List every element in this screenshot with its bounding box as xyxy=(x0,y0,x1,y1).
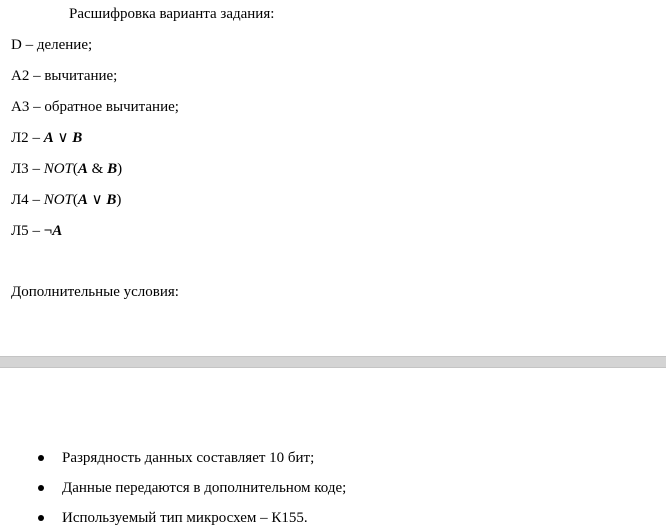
condition-text: Используемый тип микросхем – К155. xyxy=(62,510,308,526)
logic-item-l2 xyxy=(11,129,82,147)
decoding-code: А2 xyxy=(11,68,30,84)
operand-b: B xyxy=(72,130,83,146)
bullet-icon xyxy=(38,485,44,491)
open-paren: ( xyxy=(72,161,78,177)
operand-a: A xyxy=(52,223,63,239)
page-break xyxy=(0,356,666,368)
operand-b: B xyxy=(106,192,117,208)
decoding-text: обратное вычитание; xyxy=(44,99,179,115)
operand-a: A xyxy=(77,161,88,177)
logic-dash: – xyxy=(28,161,44,177)
open-paren: ( xyxy=(72,192,78,208)
logic-dash: – xyxy=(28,192,44,208)
decoding-dash: – xyxy=(29,99,45,115)
close-paren: ) xyxy=(116,192,122,208)
negation-operator: ¬ xyxy=(43,223,53,239)
decoding-item-a3 xyxy=(11,98,179,116)
logic-code: Л4 xyxy=(11,192,29,208)
condition-text: Данные передаются в дополнительном коде; xyxy=(62,480,347,496)
logic-dash: – xyxy=(28,223,44,239)
decoding-item-a2 xyxy=(11,67,117,85)
decoding-code: А3 xyxy=(11,99,30,115)
bullet-icon xyxy=(38,455,44,461)
document-page-2 xyxy=(0,368,666,531)
operand-a: A xyxy=(77,192,88,208)
logic-item-l3 xyxy=(11,160,122,178)
operand-b: B xyxy=(107,161,118,177)
close-paren: ) xyxy=(117,161,123,177)
and-operator: & xyxy=(87,161,108,177)
not-function: NOT xyxy=(43,161,73,177)
decoding-code: D xyxy=(11,37,22,53)
decoding-dash: – xyxy=(21,37,37,53)
decoding-item-d xyxy=(11,36,92,54)
bullet-icon xyxy=(38,515,44,521)
decoding-dash: – xyxy=(29,68,45,84)
or-operator: ∨ xyxy=(53,130,73,146)
conditions-heading: Дополнительные условия: xyxy=(11,284,179,300)
logic-code: Л3 xyxy=(11,161,29,177)
decoding-text: вычитание; xyxy=(44,68,118,84)
logic-code: Л5 xyxy=(11,223,29,239)
not-function: NOT xyxy=(43,192,73,208)
decoding-text: деление; xyxy=(36,37,93,53)
or-operator: ∨ xyxy=(87,192,107,208)
logic-item-l5 xyxy=(11,222,62,240)
operand-a: A xyxy=(43,130,54,146)
condition-text: Разрядность данных составляет 10 бит; xyxy=(62,450,315,466)
logic-item-l4 xyxy=(11,191,121,209)
logic-code: Л2 xyxy=(11,130,29,146)
decoding-heading: Расшифровка варианта задания: xyxy=(69,6,275,22)
logic-dash: – xyxy=(28,130,44,146)
